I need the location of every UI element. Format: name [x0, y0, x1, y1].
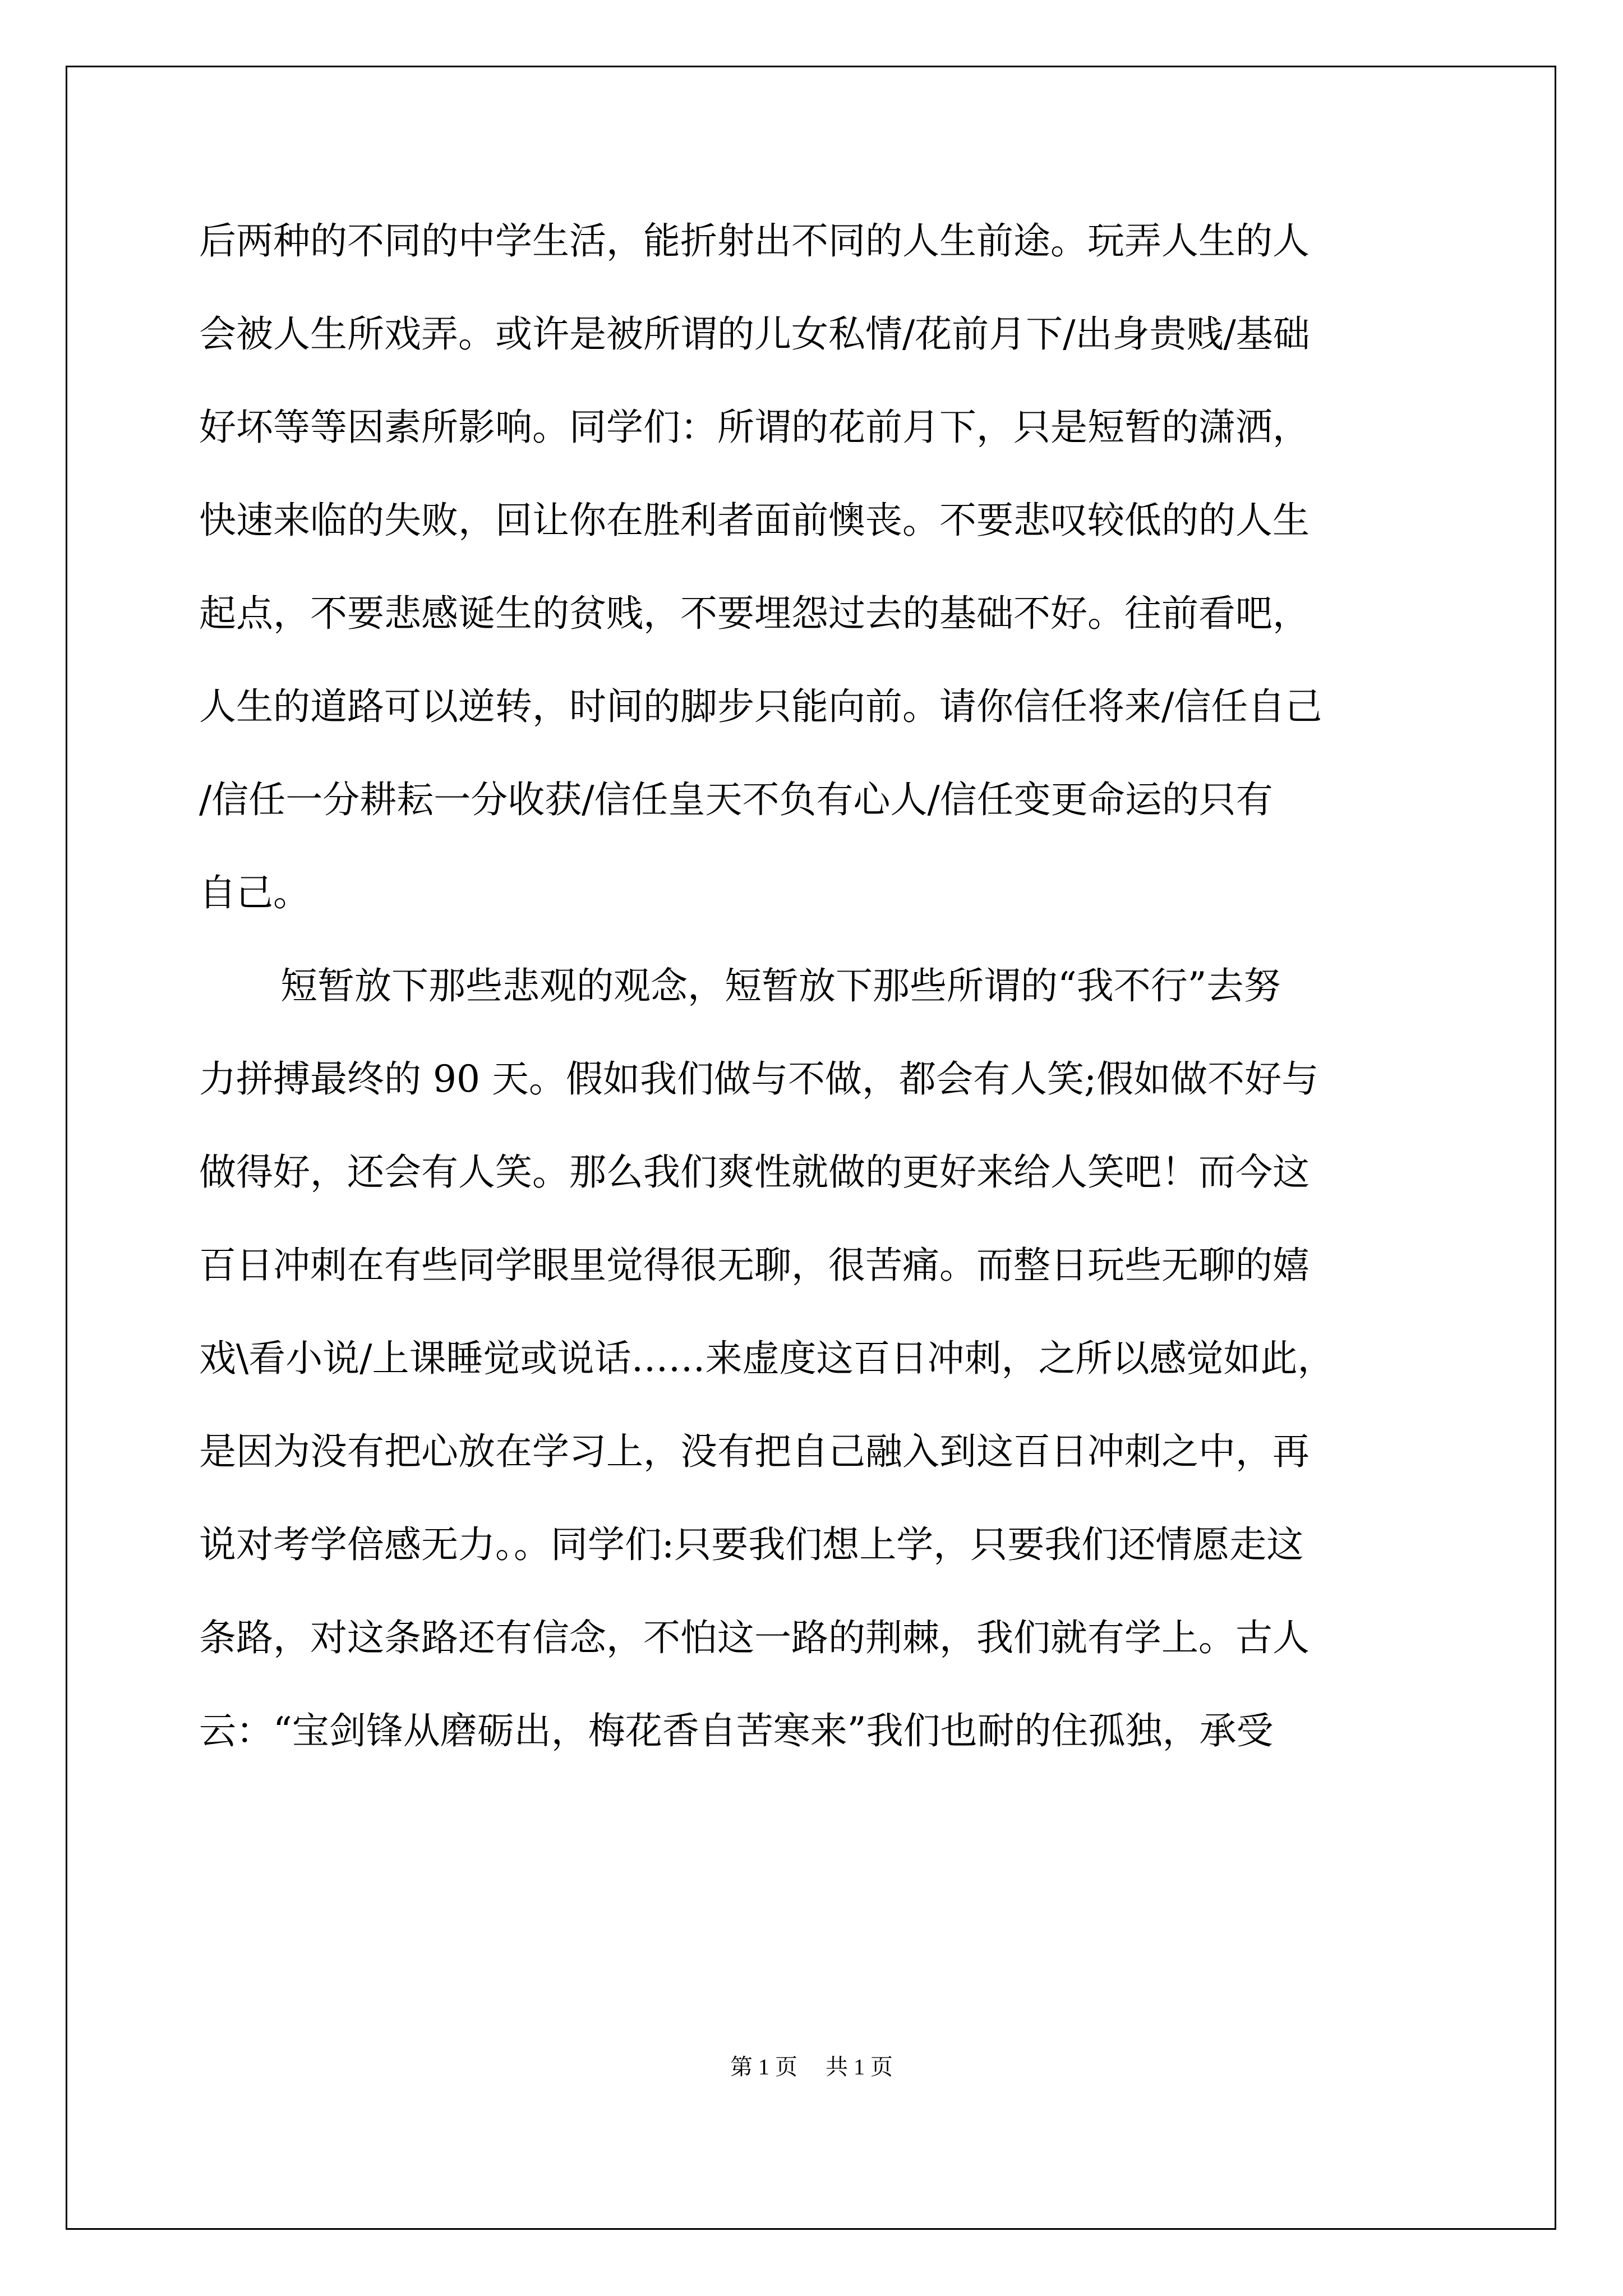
body-line: 条路，对这条路还有信念，不怕这一路的荆棘，我们就有学上。古人 — [199, 1616, 1310, 1659]
body-line: 说对考学倍感无力。。同学们:只要我们想上学，只要我们还情愿走这 — [199, 1523, 1304, 1566]
page-number: 第 1 页 — [730, 2054, 797, 2079]
body-line: 会被人生所戏弄。或许是被所谓的儿女私情/花前月下/出身贵贱/基础 — [199, 312, 1310, 356]
body-line: 人生的道路可以逆转，时间的脚步只能向前。请你信任将来/信任自己 — [199, 685, 1322, 728]
page-total: 共 1 页 — [826, 2054, 893, 2079]
body-line: 云：“宝剑锋从磨砺出，梅花香自苦寒来”我们也耐的住孤独，承受 — [199, 1709, 1274, 1752]
body-line: 短暂放下那些悲观的观念，短暂放下那些所谓的“我不行”去努 — [280, 964, 1281, 1007]
body-line: /信任一分耕耘一分收获/信任皇天不负有心人/信任变更命运的只有 — [199, 778, 1273, 821]
body-line: 戏\看小说/上课睡觉或说话……来虚度这百日冲刺，之所以感觉如此， — [199, 1337, 1335, 1380]
body-line: 后两种的不同的中学生活，能折射出不同的人生前途。玩弄人生的人 — [199, 219, 1310, 263]
body-line: 好坏等等因素所影响。同学们：所谓的花前月下，只是短暂的潇洒， — [199, 406, 1310, 449]
body-line: 百日冲刺在有些同学眼里觉得很无聊，很苦痛。而整日玩些无聊的嬉 — [199, 1244, 1310, 1287]
body-line: 力拼搏最终的 90 天。假如我们做与不做，都会有人笑;假如做不好与 — [199, 1057, 1319, 1101]
body-line: 快速来临的失败，回让你在胜利者面前懊丧。不要悲叹较低的的人生 — [199, 499, 1310, 542]
body-line: 是因为没有把心放在学习上，没有把自己融入到这百日冲刺之中，再 — [199, 1430, 1310, 1473]
page-footer — [0, 2050, 1623, 2084]
body-line: 起点，不要悲感诞生的贫贱，不要埋怨过去的基础不好。往前看吧， — [199, 592, 1310, 635]
body-line: 自己。 — [199, 871, 310, 914]
body-line: 做得好，还会有人笑。那么我们爽性就做的更好来给人笑吧！而今这 — [199, 1151, 1310, 1194]
